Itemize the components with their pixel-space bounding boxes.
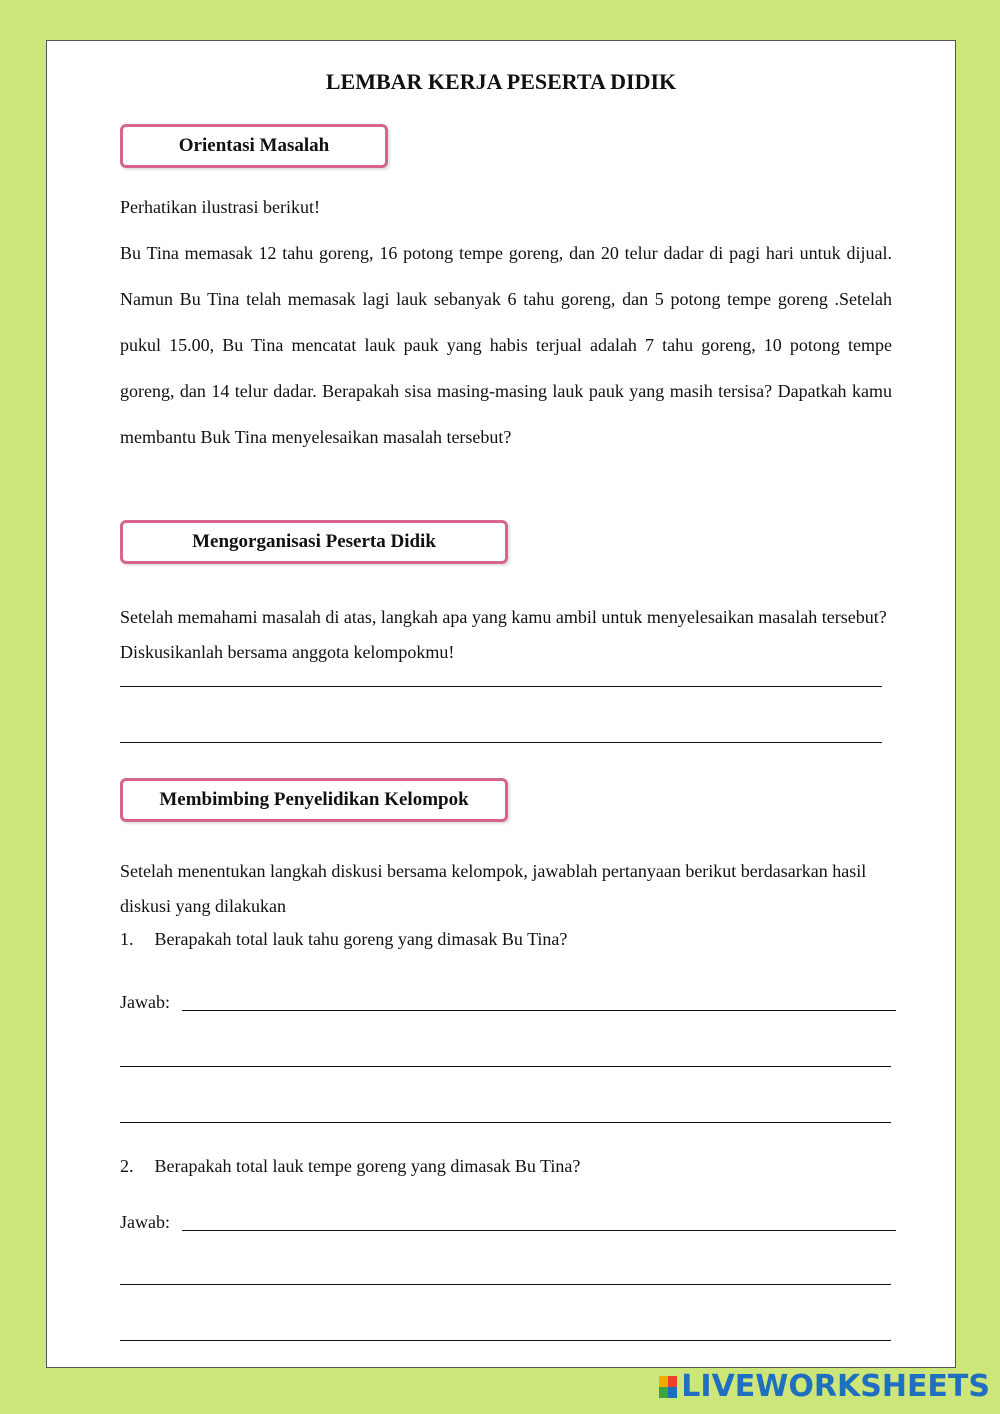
question-number: 1. <box>120 929 134 949</box>
question-1 <box>120 929 567 950</box>
section-heading-mengorganisasi: Mengorganisasi Peserta Didik <box>120 520 508 564</box>
worksheet-page <box>46 40 956 1368</box>
answer-label-1: Jawab: <box>120 992 170 1012</box>
answer-line[interactable] <box>120 742 882 743</box>
watermark-text: LIVEWORKSHEETS <box>681 1369 990 1404</box>
answer-line[interactable] <box>120 1284 891 1285</box>
section-heading-membimbing: Membimbing Penyelidikan Kelompok <box>120 778 508 822</box>
answer-line[interactable] <box>120 686 882 687</box>
answer-input-1[interactable] <box>182 1010 896 1011</box>
answer-input-2[interactable] <box>182 1230 896 1231</box>
question-text: Berapakah total lauk tempe goreng yang dimasak Bu Tina? <box>154 1156 581 1176</box>
membimbing-paragraph: Setelah menentukan langkah diskusi bersama kelompok, jawablah pertanyaan berikut berdasarkan hasil diskusi yang dilakukan <box>120 861 867 916</box>
question-text: Berapakah total lauk tahu goreng yang dimasak Bu Tina? <box>154 929 568 949</box>
question-2 <box>120 1156 580 1177</box>
answer-line[interactable] <box>120 1340 891 1341</box>
mengorganisasi-paragraph: Setelah memahami masalah di atas, langkah apa yang kamu ambil untuk menyelesaikan masalah tersebut? Diskusikanlah bersama anggota kelompokmu! <box>120 607 887 662</box>
answer-label-2: Jawab: <box>120 1212 170 1232</box>
liveworksheets-watermark[interactable] <box>659 1369 990 1404</box>
page-title: LEMBAR KERJA PESERTA DIDIK <box>325 69 677 94</box>
answer-line[interactable] <box>120 1066 891 1067</box>
question-number: 2. <box>120 1156 134 1176</box>
orientasi-paragraph: Bu Tina memasak 12 tahu goreng, 16 potong tempe goreng, dan 20 telur dadar di pagi hari untuk dijual. Namun Bu Tina telah memasak lagi lauk sebanyak 6 tahu goreng, dan 5 potong tempe goreng .Setelah pukul 15.00, Bu Tina mencatat lauk pauk yang habis terjual adalah 7 tahu goreng, 10 potong tempe goreng, dan 14 telur dadar. Berapakah sisa masing-masing lauk pauk yang masih tersisa? Dapatkah kamu membantu Buk Tina menyelesaikan masalah tersebut? <box>120 243 892 447</box>
liveworksheets-logo-icon <box>659 1376 677 1398</box>
answer-line[interactable] <box>120 1122 891 1123</box>
section-heading-orientasi: Orientasi Masalah <box>120 124 388 168</box>
orientasi-intro: Perhatikan ilustrasi berikut! <box>120 197 320 217</box>
